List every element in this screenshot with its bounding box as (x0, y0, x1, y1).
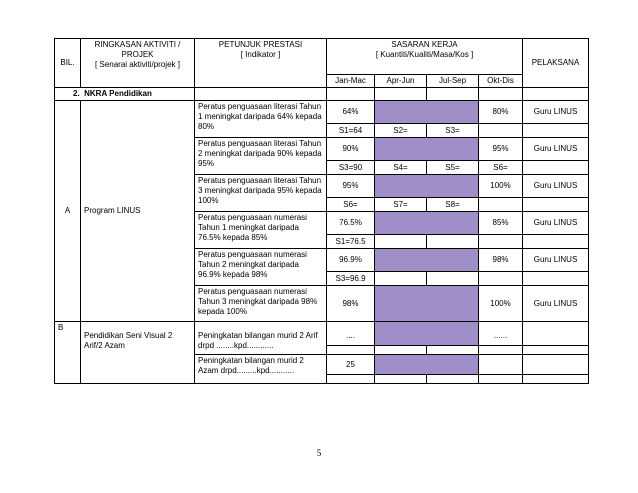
empty-cell (523, 322, 589, 346)
sub-target (427, 235, 479, 249)
empty-cell (523, 161, 589, 175)
sub-target (479, 235, 523, 249)
target-okt: 95% (479, 138, 523, 161)
header-row (55, 39, 589, 75)
target-bar (375, 175, 479, 198)
section-title-cell (55, 88, 195, 101)
target-jan (327, 322, 375, 346)
target-bar (375, 138, 479, 161)
target-jan: 25 (327, 355, 375, 375)
target-bar (375, 249, 479, 272)
empty-cell (479, 346, 523, 355)
empty-cell (523, 88, 589, 101)
sub-target (375, 272, 427, 286)
header-petunjuk-line1: PETUNJUK PRESTASI (218, 40, 303, 49)
indicator-psv-arif (195, 322, 327, 355)
empty-cell (523, 198, 589, 212)
empty-cell (427, 375, 479, 384)
sub-target: S3=90 (327, 161, 375, 175)
target-jan: 95% (327, 175, 375, 198)
table-row (55, 322, 589, 346)
indicator-psv-arif-label: Peningkatan bilangan murid 2 Arif drpd ........kpd............ (198, 331, 318, 350)
empty-cell (523, 272, 589, 286)
indicator-literasi-t1: Peratus penguasaan literasi Tahun 1 meningkat daripada 64% kepada 80% (195, 101, 327, 138)
sub-target: S6= (327, 198, 375, 212)
target-okt: 80% (479, 101, 523, 124)
empty-cell (479, 355, 523, 375)
target-okt (479, 322, 523, 346)
empty-cell (375, 88, 427, 101)
quarter-jan-mac: Jan-Mac (327, 75, 375, 88)
header-ringkasan-line2: PROJEK (121, 50, 154, 59)
header-pelaksana (523, 39, 589, 88)
pelaksana-cell: Guru LINUS (523, 212, 589, 235)
target-bar (375, 101, 479, 124)
header-ringkasan (81, 39, 195, 88)
empty-cell (375, 375, 427, 384)
header-bil-label: BIL. (60, 58, 75, 67)
sub-target (375, 235, 427, 249)
pelaksana-cell: Guru LINUS (523, 138, 589, 161)
target-jan: 90% (327, 138, 375, 161)
target-jan-label: .... (346, 331, 355, 340)
pelaksana-cell: Guru LINUS (523, 249, 589, 272)
empty-cell (427, 346, 479, 355)
section-number: 2. (73, 89, 80, 98)
header-petunjuk (195, 39, 327, 88)
empty-cell (327, 346, 375, 355)
target-bar (375, 212, 479, 235)
sub-target (479, 198, 523, 212)
pelaksana-cell: Guru LINUS (523, 175, 589, 198)
indicator-numerasi-t2: Peratus penguasaan numerasi Tahun 2 meningkat daripada 96.9% kepada 98% (195, 249, 327, 286)
target-bar (375, 322, 479, 346)
sub-target (427, 272, 479, 286)
program-linus: Program LINUS (81, 101, 195, 322)
empty-cell (479, 88, 523, 101)
header-pelaksana-label: PELAKSANA (531, 58, 580, 67)
empty-cell (523, 346, 589, 355)
section-title: NKRA Pendidikan (84, 89, 152, 98)
quarter-okt-dis: Okt-Dis (479, 75, 523, 88)
sub-target (479, 124, 523, 138)
quarter-jul-sep: Jul-Sep (427, 75, 479, 88)
target-okt: 85% (479, 212, 523, 235)
header-sasaran-line2: [ Kuantiti/Kualiti/Masa/Kos ] (375, 50, 474, 59)
sub-target: S1=76.5 (327, 235, 375, 249)
sub-target: S4= (375, 161, 427, 175)
program-psv (81, 322, 195, 384)
indicator-literasi-t2: Peratus penguasaan literasi Tahun 2 meningkat daripada 90% kepada 95% (195, 138, 327, 175)
sub-target: S5= (427, 161, 479, 175)
sub-target: S3=96.9 (327, 272, 375, 286)
indicator-psv-azam: Peningkatan bilangan murid 2 Azam drpd.........kpd........... (195, 355, 327, 384)
pelaksana-cell: Guru LINUS (523, 101, 589, 124)
empty-cell (195, 88, 327, 101)
sub-target: S3= (427, 124, 479, 138)
target-okt: 100% (479, 175, 523, 198)
sub-target: S2= (375, 124, 427, 138)
target-okt: 98% (479, 249, 523, 272)
empty-cell (327, 88, 375, 101)
sub-target: S6= (479, 161, 523, 175)
header-sasaran-line1: SASARAN KERJA (391, 40, 458, 49)
target-bar (375, 286, 479, 322)
header-petunjuk-line2: [ Indikator ] (240, 50, 281, 59)
empty-cell (523, 124, 589, 138)
target-jan: 96.9% (327, 249, 375, 272)
empty-cell (523, 355, 589, 375)
indicator-numerasi-t3: Peratus penguasaan numerasi Tahun 3 meningkat daripada 98% kepada 100% (195, 286, 327, 322)
empty-cell (523, 375, 589, 384)
sub-target: S7= (375, 198, 427, 212)
header-bil (55, 39, 81, 88)
quarter-apr-jun: Apr-Jun (375, 75, 427, 88)
empty-cell (327, 375, 375, 384)
sub-target: S8= (427, 198, 479, 212)
target-okt: 100% (479, 286, 523, 322)
bil-a: A (55, 101, 81, 322)
header-sasaran (327, 39, 523, 75)
target-jan: 98% (327, 286, 375, 322)
target-okt-label: ...... (493, 331, 508, 340)
program-psv-label: Pendidikan Seni Visual 2 Arif/2 Azam (84, 331, 173, 350)
indicator-literasi-t3: Peratus penguasaan literasi Tahun 3 meningkat daripada 95% kepada 100% (195, 175, 327, 212)
sub-target: S1=64 (327, 124, 375, 138)
target-jan: 76.5% (327, 212, 375, 235)
bil-b: B (55, 322, 81, 384)
table-row (55, 101, 589, 124)
indicator-numerasi-t1: Peratus penguasaan numerasi Tahun 1 meningkat daripada 76.5% kepada 85% (195, 212, 327, 249)
target-jan: 64% (327, 101, 375, 124)
header-ringkasan-line1: RINGKASAN AKTIVITI / (94, 40, 181, 49)
pelaksana-cell: Guru LINUS (523, 286, 589, 322)
empty-cell (375, 346, 427, 355)
work-target-table (54, 38, 589, 384)
header-ringkasan-line3: [ Senarai aktiviti/projek ] (95, 60, 180, 69)
target-bar (375, 355, 479, 375)
empty-cell (523, 235, 589, 249)
sub-target (479, 272, 523, 286)
page-number: 5 (316, 448, 322, 458)
empty-cell (479, 375, 523, 384)
empty-cell (427, 88, 479, 101)
section-row (55, 88, 589, 101)
